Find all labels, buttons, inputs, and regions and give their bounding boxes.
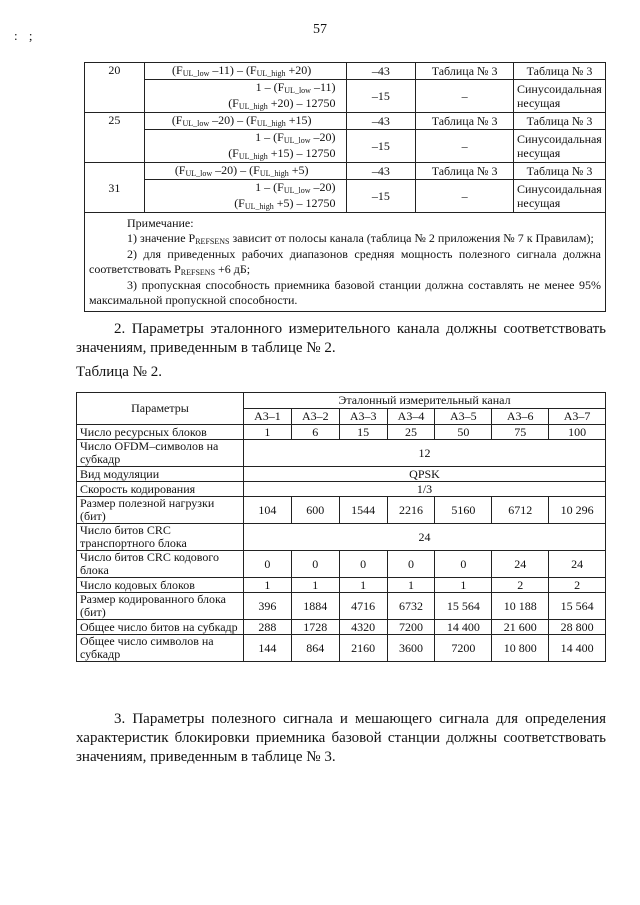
table-row (77, 497, 606, 524)
channel-header: А3–7 (549, 409, 606, 425)
value-cell: 1 (339, 578, 387, 593)
scan-marks: : ; (14, 28, 37, 43)
signal-type-cell: Таблица № 3 (513, 63, 605, 80)
level-cell: –15 (346, 80, 416, 113)
interferer-cell: Таблица № 3 (416, 113, 514, 130)
value-cell: 2 (492, 578, 549, 593)
frequency-range-cell: 1 – (FUL_low –11) (144, 80, 346, 97)
table-row (85, 113, 606, 130)
frequency-range-cell: (FUL_high +15) – 12750 (144, 146, 346, 163)
param-name-cell: Число битов CRC кодового блока (77, 551, 244, 578)
value-cell: 1 (435, 578, 492, 593)
value-cell: 15 (339, 425, 387, 440)
value-cell: 396 (244, 593, 292, 620)
signal-type-cell: Таблица № 3 (513, 163, 605, 180)
value-cell: 0 (339, 551, 387, 578)
value-cell: 3600 (387, 635, 435, 662)
band-cell: 31 (85, 163, 145, 213)
level-cell: –43 (346, 163, 416, 180)
table-row (85, 80, 606, 97)
note-line-2: 2) для приведенных рабочих диапазонов средняя мощность полезного сигнала должна соответствовать PREFSENS +6 дБ; (89, 247, 601, 277)
table2-body (77, 425, 606, 662)
table-row (77, 578, 606, 593)
group-header: Эталонный измерительный канал (244, 393, 606, 409)
value-cell: 864 (291, 635, 339, 662)
table-row (77, 551, 606, 578)
param-name-cell: Вид модуляции (77, 467, 244, 482)
channel-header: А3–3 (339, 409, 387, 425)
table-row (85, 180, 606, 197)
table-row (77, 524, 606, 551)
merged-value-cell: 12 (244, 440, 606, 467)
value-cell: 7200 (387, 620, 435, 635)
interferer-cell: Таблица № 3 (416, 163, 514, 180)
table-row (77, 425, 606, 440)
value-cell: 15 564 (435, 593, 492, 620)
table-row (77, 593, 606, 620)
frequency-range-cell: (FUL_high +5) – 12750 (144, 196, 346, 213)
table-row (77, 635, 606, 662)
table2-caption: Таблица № 2. (76, 364, 162, 380)
interferer-cell: – (416, 130, 514, 163)
value-cell: 10 296 (549, 497, 606, 524)
table-row (85, 63, 606, 80)
band-cell: 25 (85, 113, 145, 163)
paragraph-3: 3. Параметры полезного сигнала и мешающего сигнала для определения характеристик блокировки приемника базовой станции должны соответствовать значениям, приведенным в таблице № 3. (76, 711, 606, 765)
channel-header: А3–5 (435, 409, 492, 425)
value-cell: 25 (387, 425, 435, 440)
signal-type-cell: Синусоидальная несущая (513, 180, 605, 213)
value-cell: 10 188 (492, 593, 549, 620)
channel-header: А3–6 (492, 409, 549, 425)
level-cell: –15 (346, 180, 416, 213)
param-name-cell: Общее число битов на субкадр (77, 620, 244, 635)
interferer-cell: – (416, 80, 514, 113)
table-row (77, 482, 606, 497)
value-cell: 6732 (387, 593, 435, 620)
value-cell: 10 800 (492, 635, 549, 662)
frequency-range-cell: 1 – (FUL_low –20) (144, 130, 346, 147)
param-name-cell: Скорость кодирования (77, 482, 244, 497)
frequency-range-cell: (FUL_high +20) – 12750 (144, 96, 346, 113)
channel-header: А3–1 (244, 409, 292, 425)
interferer-cell: Таблица № 3 (416, 63, 514, 80)
reference-channel-table (76, 392, 606, 662)
value-cell: 1728 (291, 620, 339, 635)
param-name-cell: Число ресурсных блоков (77, 425, 244, 440)
note-line-1: 1) значение PREFSENS зависит от полосы канала (таблица № 2 приложения № 7 к Правилам); (127, 231, 594, 246)
value-cell: 0 (244, 551, 292, 578)
value-cell: 7200 (435, 635, 492, 662)
merged-value-cell: 1/3 (244, 482, 606, 497)
table2-header-row-1 (77, 393, 606, 409)
value-cell: 2 (549, 578, 606, 593)
param-name-cell: Размер кодированного блока (бит) (77, 593, 244, 620)
value-cell: 1 (291, 578, 339, 593)
value-cell: 75 (492, 425, 549, 440)
value-cell: 4320 (339, 620, 387, 635)
table-row (85, 163, 606, 180)
value-cell: 104 (244, 497, 292, 524)
value-cell: 24 (549, 551, 606, 578)
frequency-range-cell: 1 – (FUL_low –20) (144, 180, 346, 197)
note-heading: Примечание: (127, 216, 194, 230)
blocking-table-body (85, 63, 606, 213)
value-cell: 0 (435, 551, 492, 578)
param-name-cell: Размер полезной нагрузки (бит) (77, 497, 244, 524)
param-name-cell: Число битов CRC транспортного блока (77, 524, 244, 551)
value-cell: 0 (387, 551, 435, 578)
value-cell: 1544 (339, 497, 387, 524)
page-number: 57 (313, 22, 327, 37)
merged-value-cell: 24 (244, 524, 606, 551)
value-cell: 14 400 (435, 620, 492, 635)
value-cell: 50 (435, 425, 492, 440)
signal-type-cell: Таблица № 3 (513, 113, 605, 130)
value-cell: 600 (291, 497, 339, 524)
signal-type-cell: Синусоидальная несущая (513, 80, 605, 113)
table-row (77, 620, 606, 635)
table-row (77, 440, 606, 467)
value-cell: 0 (291, 551, 339, 578)
value-cell: 288 (244, 620, 292, 635)
value-cell: 6712 (492, 497, 549, 524)
channel-header: А3–4 (387, 409, 435, 425)
frequency-range-cell: (FUL_low –20) – (FUL_high +15) (144, 113, 346, 130)
value-cell: 15 564 (549, 593, 606, 620)
value-cell: 5160 (435, 497, 492, 524)
value-cell: 6 (291, 425, 339, 440)
value-cell: 4716 (339, 593, 387, 620)
value-cell: 1 (244, 578, 292, 593)
level-cell: –43 (346, 113, 416, 130)
value-cell: 21 600 (492, 620, 549, 635)
frequency-range-cell: (FUL_low –20) – (FUL_high +5) (144, 163, 346, 180)
value-cell: 28 800 (549, 620, 606, 635)
value-cell: 24 (492, 551, 549, 578)
value-cell: 100 (549, 425, 606, 440)
paragraph-2: 2. Параметры эталонного измерительного канала должны соответствовать значениям, приведенным в таблице № 2. (76, 321, 606, 356)
value-cell: 2160 (339, 635, 387, 662)
note-line-3: 3) пропускная способность приемника базовой станции должна составлять не менее 95% максимальной пропускной способности. (89, 278, 601, 307)
value-cell: 14 400 (549, 635, 606, 662)
param-name-cell: Число кодовых блоков (77, 578, 244, 593)
note-row (85, 213, 606, 312)
note-cell (85, 213, 606, 312)
value-cell: 144 (244, 635, 292, 662)
value-cell: 1884 (291, 593, 339, 620)
table-row (77, 467, 606, 482)
channel-header: А3–2 (291, 409, 339, 425)
value-cell: 2216 (387, 497, 435, 524)
frequency-range-cell: (FUL_low –11) – (FUL_high +20) (144, 63, 346, 80)
blocking-table-continuation (84, 62, 606, 312)
band-cell: 20 (85, 63, 145, 113)
merged-value-cell: QPSK (244, 467, 606, 482)
param-header: Параметры (77, 393, 244, 425)
param-name-cell: Число OFDM–символов на субкадр (77, 440, 244, 467)
value-cell: 1 (244, 425, 292, 440)
level-cell: –43 (346, 63, 416, 80)
value-cell: 1 (387, 578, 435, 593)
param-name-cell: Общее число символов на субкадр (77, 635, 244, 662)
level-cell: –15 (346, 130, 416, 163)
interferer-cell: – (416, 180, 514, 213)
table-row (85, 130, 606, 147)
signal-type-cell: Синусоидальная несущая (513, 130, 605, 163)
